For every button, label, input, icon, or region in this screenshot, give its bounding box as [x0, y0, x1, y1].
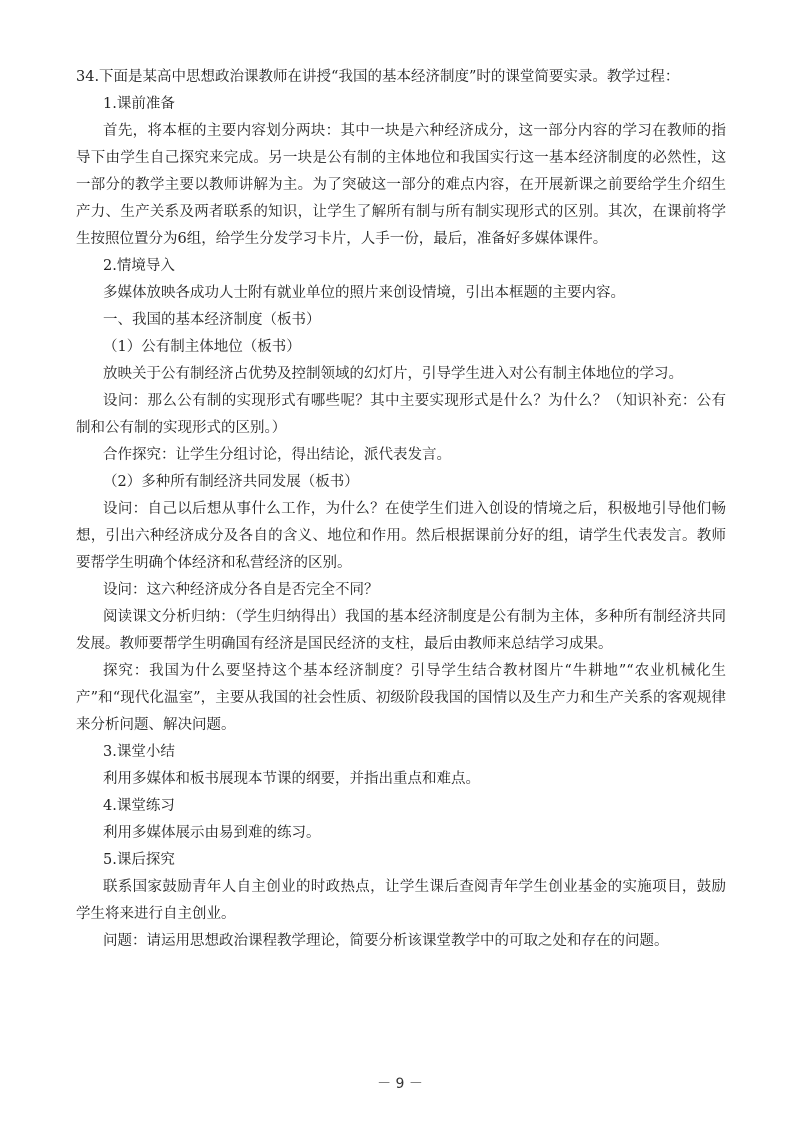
section-heading-after-class: 5.课后探究: [103, 852, 175, 868]
page-number: － 9 －: [377, 1076, 423, 1092]
board-heading-basic-system: 一、我国的基本经济制度（板书）: [103, 312, 321, 328]
paragraph-reading-summary: 阅读课文分析归纳：（学生归纳得出）我国的基本经济制度是公有制为主体，多种所有制经济共同发展。教师要帮学生明确国有经济是国民经济的支柱，最后由教师来总结学习成果。: [76, 609, 726, 652]
board-heading-public-ownership: （1）公有制主体地位（板书）: [103, 339, 301, 355]
paragraph-multimedia-intro: 多媒体放映各成功人士附有就业单位的照片来创设情境，引出本框题的主要内容。: [103, 285, 625, 301]
question-title: 34.下面是某高中思想政治课教师在讲授“我国的基本经济制度”时的课堂简要实录。教学过程：: [76, 69, 680, 85]
paragraph-slides-public-ownership: 放映关于公有制经济占优势及控制领域的幻灯片，引导学生进入对公有制主体地位的学习。: [103, 366, 683, 382]
paragraph-question-career: 设问：自己以后想从事什么工作，为什么？在使学生们进入创设的情境之后，积极地引导他们畅想，引出六种经济成分及各自的含义、地位和作用。然后根据课前分好的组，请学生代表发言。教师要帮学生明确个体经济和私营经济的区别。: [76, 501, 726, 571]
paragraph-question-six-sectors: 设问：这六种经济成分各自是否完全不同？: [103, 582, 379, 598]
board-heading-multiple-ownership: （2）多种所有制经济共同发展（板书）: [103, 474, 359, 490]
paragraph-cooperative-inquiry: 合作探究：让学生分组讨论，得出结论，派代表发言。: [103, 447, 451, 463]
paragraph-inquiry-why: 探究：我国为什么要坚持这个基本经济制度？引导学生结合教材图片“牛耕地”“农业机械化生产”和“现代化温室”，主要从我国的社会性质、初级阶段我国的国情以及生产力和生产关系的客观规律来分析问题、解决问题。: [76, 663, 726, 733]
paragraph-preparation: 首先，将本框的主要内容划分两块：其中一块是六种经济成分，这一部分内容的学习在教师的指导下由学生自己探究来完成。另一块是公有制的主体地位和我国实行这一基本经济制度的必然性，这一部分的教学主要以教师讲解为主。为了突破这一部分的难点内容，在开展新课之前要给学生介绍生产力、生产关系及两者联系的知识，让学生了解所有制与所有制实现形式的区别。其次，在课前将学生按照位置分为6组，给学生分发学习卡片，人手一份，最后，准备好多媒体课件。: [76, 123, 726, 247]
section-heading-preparation: 1.课前准备: [103, 96, 175, 112]
question-prompt: 问题：请运用思想政治课程教学理论，简要分析该课堂教学中的可取之处和存在的问题。: [103, 933, 669, 949]
paragraph-practice: 利用多媒体展示由易到难的练习。: [103, 825, 321, 841]
paragraph-summary: 利用多媒体和板书展现本节课的纲要，并指出重点和难点。: [103, 771, 480, 787]
paragraph-after-class: 联系国家鼓励青年人自主创业的时政热点，让学生课后查阅青年学生创业基金的实施项目，鼓励学生将来进行自主创业。: [76, 879, 726, 922]
paragraph-question-realization: 设问：那么公有制的实现形式有哪些呢？其中主要实现形式是什么？为什么？（知识补充：公有制和公有制的实现形式的区别。）: [76, 393, 726, 436]
section-heading-practice: 4.课堂练习: [103, 798, 175, 814]
section-heading-introduction: 2.情境导入: [103, 258, 175, 274]
document-body: [76, 64, 726, 955]
section-heading-summary: 3.课堂小结: [103, 744, 175, 760]
